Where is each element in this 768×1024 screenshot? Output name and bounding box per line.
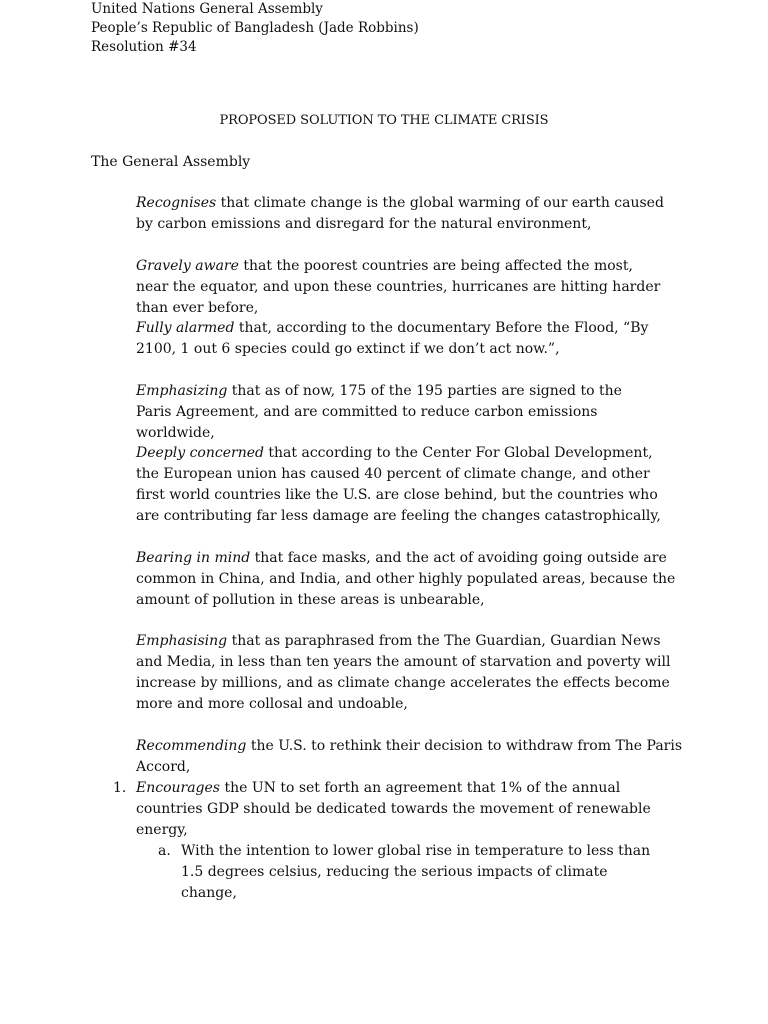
assembly-heading: The General Assembly [91,154,251,170]
preambulatory-clause [136,256,666,319]
preambulatory-clause [136,548,681,611]
clause-lead: Gravely aware [136,258,239,274]
subclause-letter: a. [158,843,171,859]
clause-text: the UN to set forth an agreement that 1% of the annual countries GDP should be dedicated towards the movement of renewable energy, [136,780,651,838]
clause-text: that as of now, 175 of the 195 parties are signed to the Paris Agreement, and are committed to reduce carbon emissions worldwide, [136,383,622,441]
clause-lead: Emphasizing [136,383,228,399]
clause-text: that the poorest countries are being affected the most, near the equator, and upon these countries, hurricanes are hitting harder than ever before, [136,258,661,316]
clause-text: that face masks, and the act of avoiding going outside are common in China, and India, and other highly populated areas, because the amount of pollution in these areas is unbearable, [136,550,676,608]
clause-lead: Bearing in mind [136,550,251,566]
operative-clause [136,778,671,841]
operative-clause-number: 1. [113,780,127,796]
preambulatory-clause [136,318,691,360]
clause-text: that climate change is the global warming of our earth caused by carbon emissions and disregard for the natural environment, [136,195,664,232]
header-line-resolution: Resolution #34 [91,39,197,55]
preambulatory-clause [136,736,696,778]
preambulatory-clause [136,443,676,527]
header-line-organization: United Nations General Assembly [91,1,323,17]
clause-text: that as paraphrased from the The Guardian, Guardian News and Media, in less than ten years the amount of starvation and poverty will increase by millions, and as climate change accelerates the effects become more and more collosal and undoable, [136,633,671,712]
clause-lead: Recommending [136,738,247,754]
preambulatory-clause [136,381,656,444]
preambulatory-clause [136,193,681,235]
preambulatory-clause [136,631,681,715]
header-line-delegation: People’s Republic of Bangladesh (Jade Robbins) [91,20,419,36]
clause-text: that, according to the documentary Before the Flood, “By 2100, 1 out 6 species could go extinct if we don’t act now.”, [136,320,649,357]
clause-lead: Fully alarmed [136,320,235,336]
clause-lead: Recognises [136,195,217,211]
clause-lead: Emphasising [136,633,228,649]
clause-lead: Deeply concerned [136,445,264,461]
resolution-title: PROPOSED SOLUTION TO THE CLIMATE CRISIS [219,113,549,128]
clause-text: the U.S. to rethink their decision to withdraw from The Paris Accord, [136,738,683,775]
document-header [91,0,419,57]
clause-text: that according to the Center For Global Development, the European union has caused 40 percent of climate change, and other first world countries like the U.S. are close behind, but the countries who are contributing far less damage are feeling the changes catastrophically, [136,445,661,524]
subclause-text: With the intention to lower global rise in temperature to less than 1.5 degrees celsius, reducing the serious impacts of climate change, [181,843,651,901]
clause-lead: Encourages [136,780,220,796]
